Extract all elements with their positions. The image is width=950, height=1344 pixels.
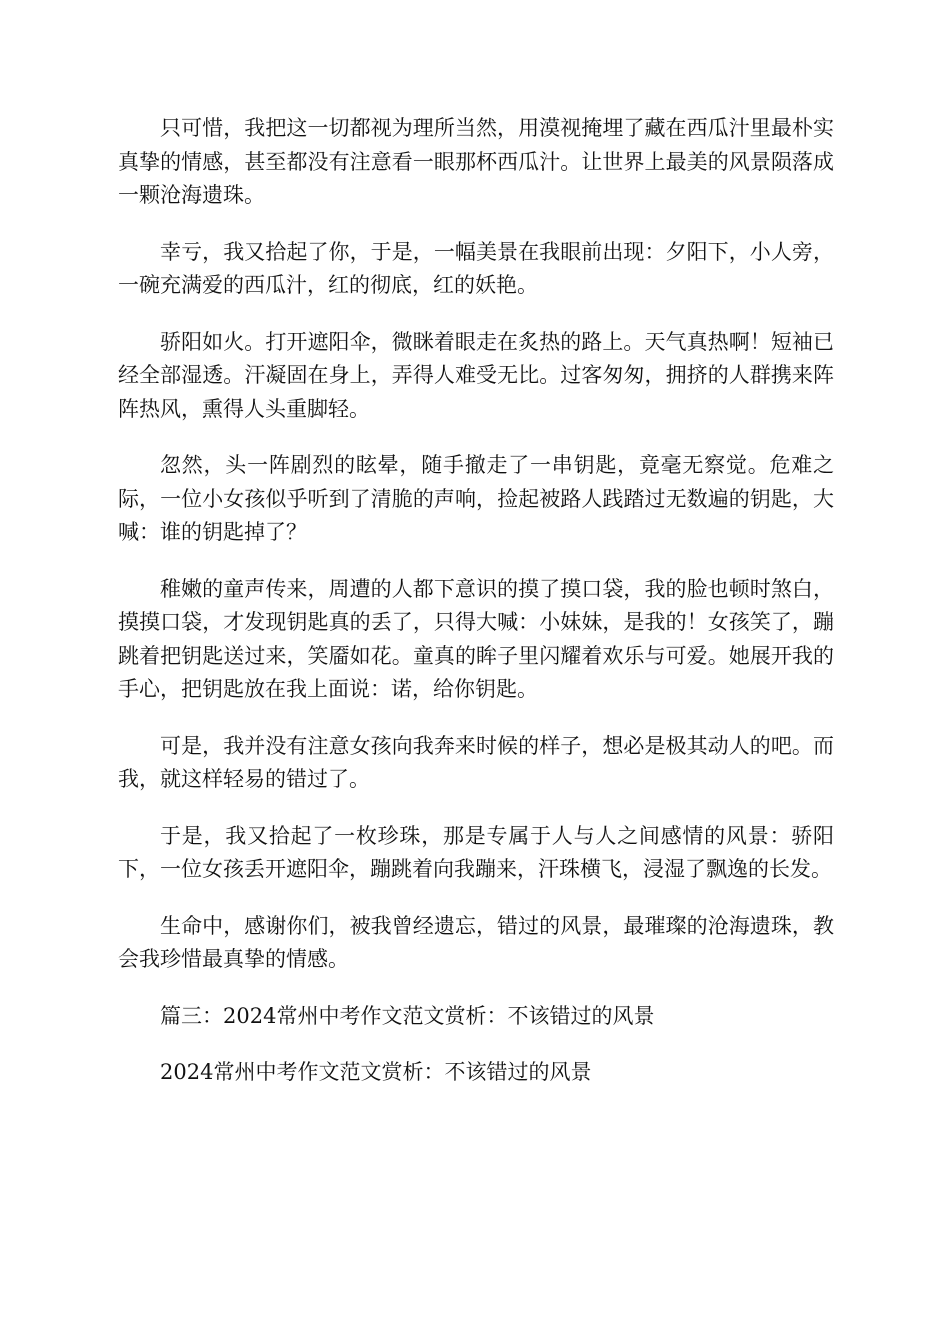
paragraph-1: 只可惜，我把这一切都视为理所当然，用漠视掩埋了藏在西瓜汁里最朴实真挚的情感，甚至都没有注意看一眼那杯西瓜汁。让世界上最美的风景陨落成一颗沧海遗珠。: [118, 116, 834, 207]
section-heading: 篇三：2024常州中考作文范文赏析：不该错过的风景: [160, 1003, 655, 1028]
paragraph-7: 于是，我又拾起了一枚珍珠，那是专属于人与人之间感情的风景：骄阳下，一位女孩丢开遮阳伞，蹦跳着向我蹦来，汗珠横飞，浸湿了飘逸的长发。: [118, 823, 834, 881]
document-body: [118, 112, 834, 1113]
paragraph-6: 可是，我并没有注意女孩向我奔来时候的样子，想必是极其动人的吧。而我，就这样轻易的错过了。: [118, 733, 834, 791]
paragraph-2: 幸亏，我又拾起了你，于是，一幅美景在我眼前出现：夕阳下，小人旁，一碗充满爱的西瓜汁，红的彻底，红的妖艳。: [118, 239, 834, 297]
paragraph-4: 忽然，头一阵剧烈的眩晕，随手撤走了一串钥匙，竟毫无察觉。危难之际，一位小女孩似乎听到了清脆的声响，捡起被路人践踏过无数遍的钥匙，大喊：谁的钥匙掉了？: [118, 453, 834, 544]
article-title: 2024常州中考作文范文赏析：不该错过的风景: [160, 1060, 592, 1084]
paragraph-8: 生命中，感谢你们，被我曾经遗忘，错过的风景，最璀璨的沧海遗珠，教会我珍惜最真挚的情感。: [118, 913, 834, 971]
paragraph-5: 稚嫩的童声传来，周遭的人都下意识的摸了摸口袋，我的脸也顿时煞白，摸摸口袋，才发现钥匙真的丢了，只得大喊：小妹妹，是我的！女孩笑了，蹦跳着把钥匙送过来，笑靥如花。童真的眸子里闪耀着欢乐与可爱。她展开我的手心，把钥匙放在我上面说：诺，给你钥匙。: [118, 576, 834, 701]
paragraph-3: 骄阳如火。打开遮阳伞，微眯着眼走在炙热的路上。天气真热啊！短袖已经全部湿透。汗凝固在身上，弄得人难受无比。过客匆匆，拥挤的人群携来阵阵热风，熏得人头重脚轻。: [118, 329, 834, 421]
